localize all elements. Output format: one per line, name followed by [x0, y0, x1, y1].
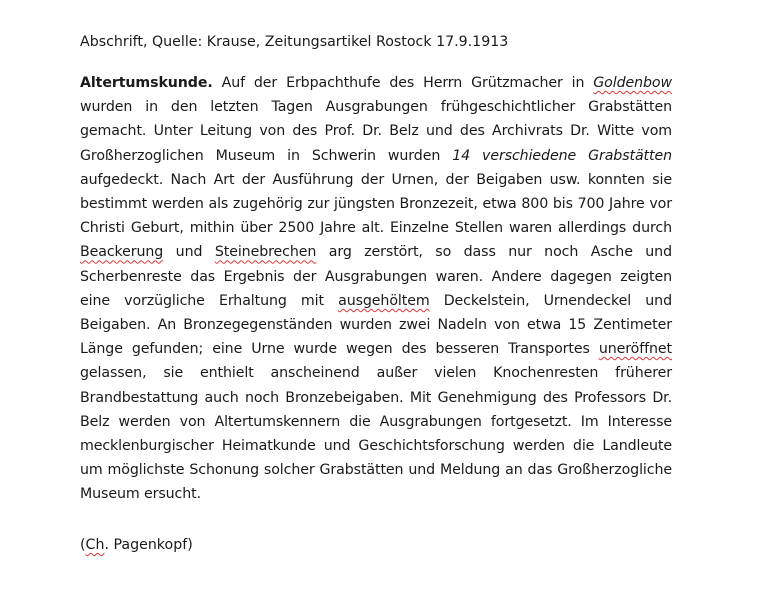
article-text: Deckelstein, Urnendeckel und Beigaben. An Bronzegegenständen wurden zwei Nadeln von etwa 15 Zentimeter Länge gefunden; eine Urne wurde wegen des besseren Transportes — [80, 292, 672, 358]
article-text: gelassen, sie enthielt anscheinend außer vielen Knochenresten früherer Brandbestattung auch noch Bronzebeigaben. Mit Genehmigung des Professors Dr. Belz werden von Altertumskennern die Ausgrabungen fortgesetzt. Im Interesse mecklenburgischer Heimatkunde und Geschichtsforschung werden die Landleute um möglichste Schonung solcher Grabstätten und Meldung an das Großherzogliche Museum ersucht. — [80, 365, 672, 503]
emphasized-text: 14 verschiedene Grabstätten — [452, 147, 672, 164]
article-text: wurden in den letzten Tagen Ausgrabungen frühgeschichtlicher Grabstätten gemacht. Unter Leitung von des Prof. Dr. Belz und des Archivrats Dr. Witte vom Großherzoglichen Museum in Schwerin wurden — [80, 99, 672, 164]
article-text: Auf der Erbpachthufe des Herrn Grützmacher in — [212, 75, 594, 91]
article-text: und — [163, 244, 215, 261]
place-name-goldenbow: Goldenbow — [593, 75, 672, 91]
author-paren: ( — [80, 537, 86, 553]
author-signature — [80, 536, 193, 554]
source-line: Abschrift, Quelle: Krause, Zeitungsartikel Rostock 17.9.1913 — [80, 34, 509, 50]
article-text: arg zerstört, so dass nur noch Asche und Scherbenreste das Ergebnis der Ausgrabungen waren. Andere dagegen zeigten eine vorzügliche Erhaltung mit — [80, 244, 672, 309]
spellcheck-word: uneröffnet — [598, 341, 672, 358]
article-text: aufgedeckt. Nach Art der Ausführung der Urnen, der Beigaben usw. konnten sie bestimmt werden als zugehörig zur jüngsten Bronzezeit, etwa 800 bis 700 Jahre vor Christi Geburt, mithin über 2500 Jahre alt. Einzelne Stellen waren allerdings durch — [80, 171, 672, 237]
author-name: . Pagenkopf) — [104, 537, 193, 553]
article-heading: Altertumskunde. — [80, 75, 213, 91]
spellcheck-word: Beackerung — [80, 244, 164, 261]
author-initials: Ch — [85, 537, 105, 553]
spellcheck-word: Steinebrechen — [214, 244, 317, 261]
spellcheck-word: ausgehöltem — [338, 292, 430, 309]
article-paragraph — [80, 71, 672, 507]
